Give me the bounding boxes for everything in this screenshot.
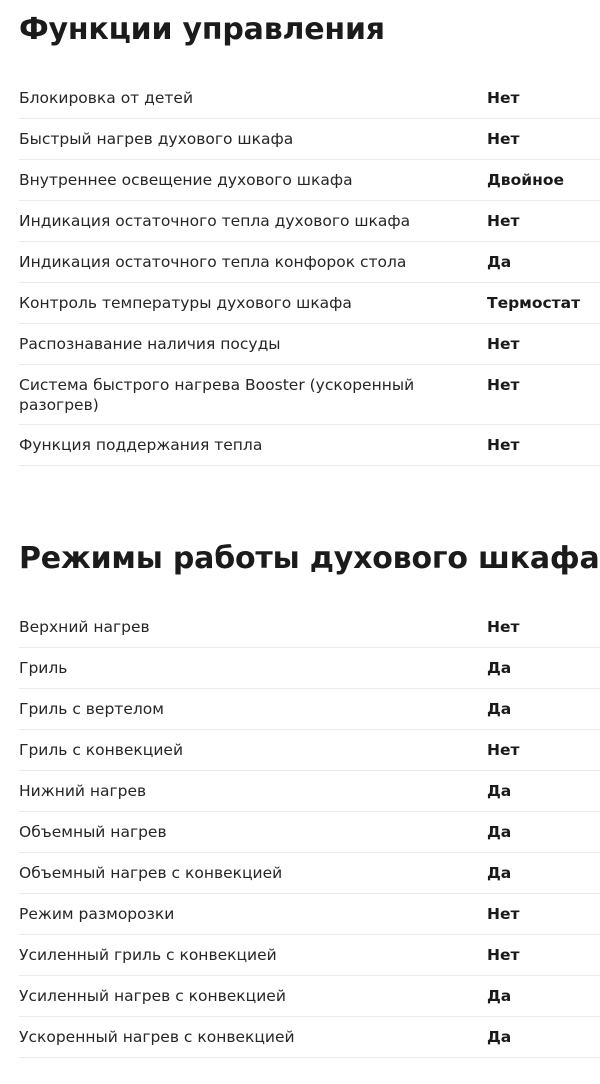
spec-label: Блокировка от детей [19, 89, 194, 107]
spec-row [19, 242, 600, 283]
spec-value: Термостат [487, 294, 581, 312]
spec-row [19, 324, 600, 365]
spec-value: Нет [487, 212, 520, 230]
spec-value: Нет [487, 618, 520, 636]
spec-row [19, 771, 600, 812]
spec-label: Гриль с конвекцией [19, 741, 184, 759]
spec-value: Нет [487, 335, 520, 353]
control-functions-section [19, 8, 600, 466]
spec-row [19, 935, 600, 976]
spec-row [19, 283, 600, 324]
spec-label: Внутреннее освещение духового шкафа [19, 171, 353, 189]
spec-row [19, 689, 600, 730]
spec-list [19, 78, 600, 466]
spec-label: Распознавание наличия посуды [19, 335, 281, 353]
spec-row [19, 607, 600, 648]
spec-value: Нет [487, 946, 520, 964]
spec-row [19, 201, 600, 242]
spec-label: Нижний нагрев [19, 782, 147, 800]
spec-value: Да [487, 864, 512, 882]
spec-value: Нет [487, 89, 520, 107]
spec-label: Объемный нагрев [19, 823, 167, 841]
spec-label: Быстрый нагрев духового шкафа [19, 130, 294, 148]
spec-label: Режим разморозки [19, 905, 175, 923]
spec-row [19, 160, 600, 201]
section-title: Режимы работы духового шкафа [19, 541, 600, 576]
spec-row [19, 730, 600, 771]
spec-value: Нет [487, 741, 520, 759]
spec-value: Нет [487, 376, 520, 394]
spec-row [19, 365, 600, 425]
spec-label: Функция поддержания тепла [19, 436, 263, 454]
spec-label: Усиленный гриль с конвекцией [19, 946, 277, 964]
spec-row [19, 648, 600, 689]
spec-value: Нет [487, 130, 520, 148]
spec-value: Двойное [487, 171, 564, 189]
section-title: Функции управления [19, 12, 385, 47]
spec-row [19, 976, 600, 1017]
spec-row [19, 119, 600, 160]
spec-value: Да [487, 823, 512, 841]
spec-label: Усиленный нагрев с конвекцией [19, 987, 286, 1005]
spec-label: Верхний нагрев [19, 618, 150, 636]
spec-label: Гриль с вертелом [19, 700, 164, 718]
spec-row [19, 894, 600, 935]
spec-label: Индикация остаточного тепла духового шкафа [19, 212, 411, 230]
spec-label: Контроль температуры духового шкафа [19, 294, 352, 312]
spec-value: Нет [487, 436, 520, 454]
spec-list [19, 607, 600, 1058]
spec-row [19, 1017, 600, 1058]
spec-row [19, 853, 600, 894]
spec-label: Объемный нагрев с конвекцией [19, 864, 283, 882]
spec-value: Да [487, 700, 512, 718]
spec-value: Да [487, 987, 512, 1005]
spec-label: Гриль [19, 659, 68, 677]
spec-value: Да [487, 782, 512, 800]
spec-row [19, 425, 600, 466]
oven-modes-section [19, 537, 600, 1058]
spec-label: Ускоренный нагрев с конвекцией [19, 1028, 295, 1046]
spec-value: Да [487, 1028, 512, 1046]
spec-label: Индикация остаточного тепла конфорок стола [19, 253, 407, 271]
spec-label: Система быстрого нагрева Booster (ускоренный разогрев) [19, 376, 415, 414]
spec-value: Да [487, 659, 512, 677]
spec-value: Да [487, 253, 512, 271]
spec-row [19, 812, 600, 853]
spec-value: Нет [487, 905, 520, 923]
spec-row [19, 78, 600, 119]
